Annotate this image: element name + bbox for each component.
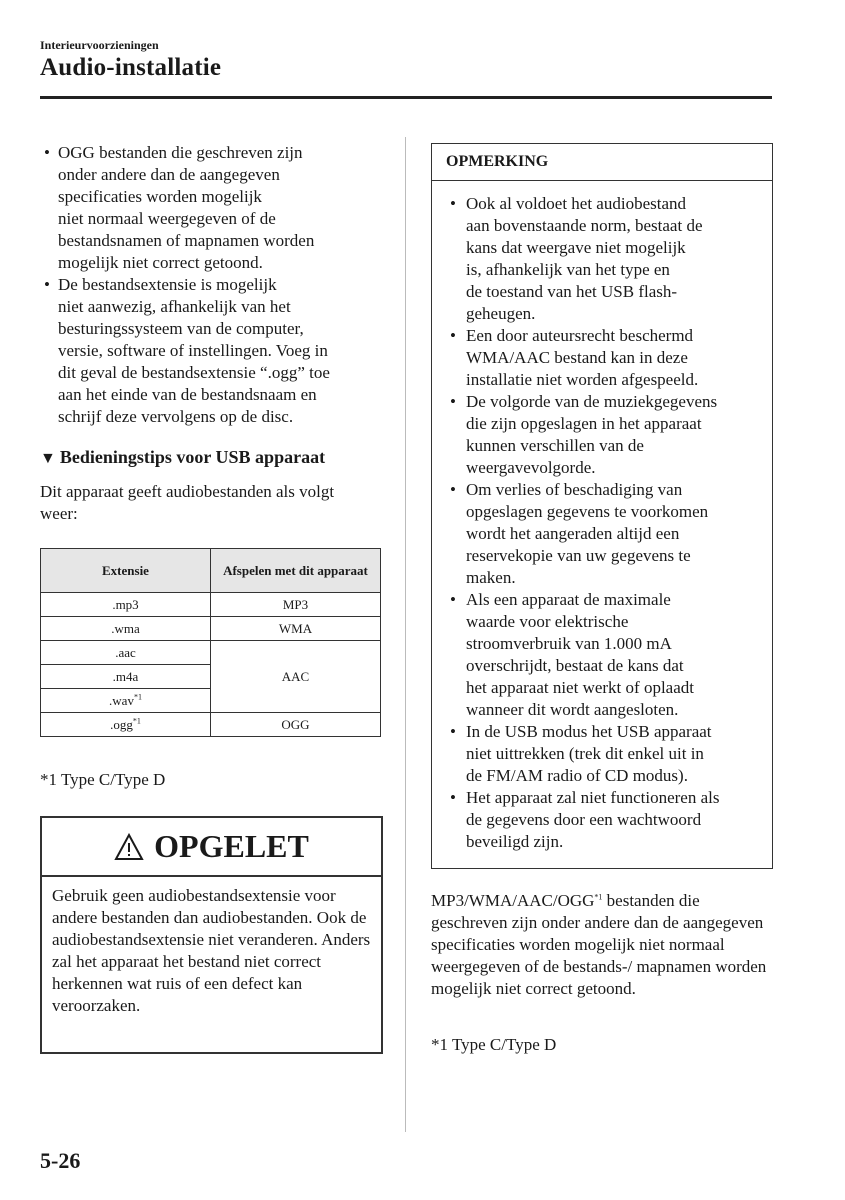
line: Als een apparaat de maximale (466, 590, 671, 609)
table-header-extension: Extensie (41, 549, 211, 593)
line: opgeslagen gegevens te voorkomen (466, 502, 709, 521)
line: overschrijdt, bestaat de kans dat (466, 656, 684, 675)
intro-text: Dit apparaat geeft audiobestanden als volgt weer: (40, 482, 335, 523)
line: onder andere dan de aangegeven (58, 165, 280, 184)
section-label: Interieurvoorzieningen (40, 38, 159, 52)
table-cell-ext: .aac (41, 641, 211, 665)
table-header-playback: Afspelen met dit apparaat (211, 549, 381, 593)
table-cell-ext (41, 713, 211, 737)
line: besturingssysteem van de computer, (58, 319, 304, 338)
line: specificaties worden mogelijk (58, 187, 262, 206)
bullet-dot: • (450, 194, 456, 213)
table-cell-play: AAC (211, 641, 381, 713)
table-cell-ext (41, 689, 211, 713)
left-bullet-list (40, 142, 385, 428)
right-footnote: *1 Type C/Type D (431, 1035, 557, 1054)
line: Een door auteursrecht beschermd (466, 326, 694, 345)
table-cell-play: OGG (211, 713, 381, 737)
caution-box (40, 816, 383, 1054)
caution-text: Gebruik geen audiobestandsextensie voor andere bestanden dan audiobestanden. Ook de audiobestandsextensie niet veranderen. Anders zal het apparaat het bestand niet correct herkennen wat ruis of een defect kan veroorzaken. (52, 886, 371, 1015)
note-bullet-2 (448, 325, 766, 391)
triangle-down-icon: ▼ (40, 450, 56, 467)
line: reservekopie van uw gegevens te (466, 546, 691, 565)
title-rule (40, 96, 772, 99)
table-cell-ext: .mp3 (41, 593, 211, 617)
bullet-dot: • (450, 480, 456, 499)
line: installatie niet worden afgespeeld. (466, 370, 699, 389)
line: kunnen verschillen van de (466, 436, 644, 455)
ext-text: .wav (109, 692, 134, 708)
bullet-dot: • (450, 590, 456, 609)
table-cell-play: WMA (211, 617, 381, 641)
line: bestandsnamen of mapnamen worden (58, 231, 315, 250)
line: In de USB modus het USB apparaat (466, 722, 712, 741)
table-cell-ext: .wma (41, 617, 211, 641)
line: aan bovenstaande norm, bestaat de (466, 216, 703, 235)
right-paragraph (431, 890, 776, 1000)
warning-triangle-icon (114, 833, 144, 861)
table-cell-play: MP3 (211, 593, 381, 617)
table-row (41, 641, 381, 665)
column-divider (405, 137, 406, 1132)
note-bullet-6 (448, 721, 766, 787)
footnote-marker: *1 (133, 692, 142, 702)
line: waarde voor elektrische (466, 612, 629, 631)
line: aan het einde van de bestandsnaam en (58, 385, 317, 404)
line: weergavevolgorde. (466, 458, 596, 477)
ext-text: .ogg (110, 716, 133, 732)
left-bullet-1 (40, 142, 385, 274)
line: mogelijk niet correct getoond. (58, 253, 263, 272)
table-footnote: *1 Type C/Type D (40, 770, 166, 789)
extension-table (40, 548, 381, 737)
line: De volgorde van de muziekgegevens (466, 392, 718, 411)
line: stroomverbruik van 1.000 mA (466, 634, 672, 653)
line: niet uittrekken (trek dit enkel uit in (466, 744, 704, 763)
note-bullet-7 (448, 787, 766, 853)
page-title: Audio-installatie (40, 54, 222, 81)
subheading (40, 447, 325, 468)
bullet-dot: • (450, 788, 456, 807)
note-bullet-1 (448, 193, 766, 325)
page-number: 5-26 (40, 1148, 81, 1173)
table-row (41, 713, 381, 737)
line: Ook al voldoet het audiobestand (466, 194, 687, 213)
bullet-dot: • (450, 392, 456, 411)
note-bullet-4 (448, 479, 766, 589)
note-bullet-5 (448, 589, 766, 721)
caution-header (42, 818, 381, 877)
subheading-text: Bedieningstips voor USB apparaat (59, 447, 326, 467)
caution-label: OPGELET (154, 828, 309, 864)
bullet-dot: • (450, 722, 456, 741)
table-row (41, 593, 381, 617)
line: versie, software of instellingen. Voeg in (58, 341, 328, 360)
table-header-row (41, 549, 381, 593)
line: OGG bestanden die geschreven zijn (58, 143, 303, 162)
line: dit geval de bestandsextensie “.ogg” toe (58, 363, 330, 382)
line: De bestandsextensie is mogelijk (58, 275, 277, 294)
left-bullet-2 (40, 274, 385, 428)
line: Om verlies of beschadiging van (466, 480, 683, 499)
table-cell-ext: .m4a (41, 665, 211, 689)
line: WMA/AAC bestand kan in deze (466, 348, 688, 367)
footnote-marker: *1 (594, 892, 603, 902)
bullet-dot: • (44, 143, 50, 162)
line: maken. (466, 568, 516, 587)
line: die zijn opgeslagen in het apparaat (466, 414, 702, 433)
line: de FM/AM radio of CD modus). (466, 766, 688, 785)
note-bullet-list (432, 181, 772, 853)
line: de gegevens door een wachtwoord (466, 810, 702, 829)
line: niet aanwezig, afhankelijk van het (58, 297, 291, 316)
note-bullet-3 (448, 391, 766, 479)
bullet-dot: • (450, 326, 456, 345)
line: is, afhankelijk van het type en (466, 260, 670, 279)
line: het apparaat niet werkt of oplaadt (466, 678, 694, 697)
note-header: OPMERKING (432, 144, 772, 181)
line: niet normaal weergegeven of de (58, 209, 276, 228)
line: geheugen. (466, 304, 536, 323)
line: schrijf deze vervolgens op de disc. (58, 407, 294, 426)
bullet-dot: • (44, 275, 50, 294)
paragraph-rest: bestanden die geschreven zijn onder andere dan de aangegeven specificaties worden mogelijk niet normaal weergegeven of de bestands-/ mapnamen worden mogelijk niet correct getoond. (431, 891, 767, 998)
paragraph-start: MP3/WMA/AAC/OGG (431, 891, 595, 910)
note-box (431, 143, 773, 869)
footnote-marker: *1 (132, 716, 141, 726)
line: de toestand van het USB flash- (466, 282, 678, 301)
line: kans dat weergave niet mogelijk (466, 238, 686, 257)
line: wordt het aangeraden altijd een (466, 524, 680, 543)
line: beveiligd zijn. (466, 832, 564, 851)
table-row (41, 617, 381, 641)
line: Het apparaat zal niet functioneren als (466, 788, 720, 807)
line: wanneer dit wordt aangesloten. (466, 700, 679, 719)
